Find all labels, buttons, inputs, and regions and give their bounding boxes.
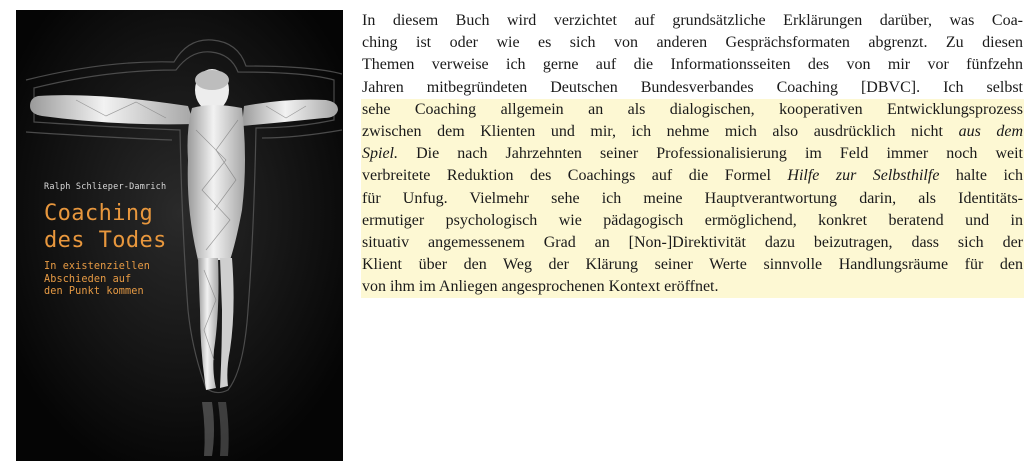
text-segment: Die nach Jahrzehnten seiner Professionalisierung im Feld immer noch weit xyxy=(398,145,1023,163)
highlighted-text-line: sehe Coaching allgemein an als dialogischen, kooperativen Entwicklungsprozess xyxy=(361,99,1024,121)
cover-subtitle xyxy=(44,261,194,299)
italic-phrase: aus dem xyxy=(958,122,1023,140)
book-cover xyxy=(16,10,343,461)
highlighted-text-line: ermutiger psychologisch wie pädagogisch ermöglichend, konkret beratend und in xyxy=(361,210,1024,232)
text-segment: verbreitete Reduktion des Coachings auf die Formel xyxy=(362,167,788,185)
highlighted-text-line: situativ angemessenem Grad an [Non-]Direktivität dazu beizutragen, dass sich der xyxy=(361,232,1024,254)
cover-author: Ralph Schlieper-Damrich xyxy=(44,182,167,192)
highlighted-text-line xyxy=(361,121,1024,143)
text-line: In diesem Buch wird verzichtet auf grundsätzliche Erklärungen darüber, was Coa- xyxy=(362,12,1023,29)
highlighted-text-line xyxy=(361,143,1024,165)
cover-subtitle-line-2: Abschieden auf xyxy=(44,273,132,285)
cover-subtitle-line-3: den Punkt kommen xyxy=(44,286,144,297)
highlighted-text-line: für Unfug. Vielmehr sehe ich meine Hauptverantwortung darin, als Identitäts- xyxy=(361,188,1024,210)
highlighted-text-line: Klient über den Weg der Klärung seiner Werte sinnvolle Handlungsräume für den xyxy=(361,254,1024,276)
text-line: Jahren mitbegründeten Deutschen Bundesverbandes Coaching [DBVC]. Ich selbst xyxy=(362,78,1023,96)
cover-title-line-1: Coaching xyxy=(44,201,154,226)
text-line: ching ist oder wie es sich von anderen Gesprächsformaten abgrenzt. Zu diesen xyxy=(362,34,1023,52)
highlighted-text-line xyxy=(361,165,1024,187)
highlighted-text-line: von ihm im Anliegen angesprochenen Kontext eröffnet. xyxy=(361,276,1024,298)
italic-phrase: Hilfe zur Selbsthilfe xyxy=(787,167,940,185)
text-line: Themen verweise ich gerne auf die Informationsseiten des von mir vor fünfzehn xyxy=(362,56,1023,74)
italic-phrase: Spiel. xyxy=(362,145,398,163)
cover-title-line-2: des Todes xyxy=(44,228,167,253)
book-excerpt-paragraph xyxy=(361,10,1024,298)
text-segment: zwischen dem Klienten und mir, ich nehme mich also ausdrücklich nicht xyxy=(362,122,959,140)
cover-title xyxy=(44,200,194,254)
text-segment: halte ich xyxy=(939,167,1023,185)
cover-subtitle-line-1: In existenziellen xyxy=(44,261,150,272)
